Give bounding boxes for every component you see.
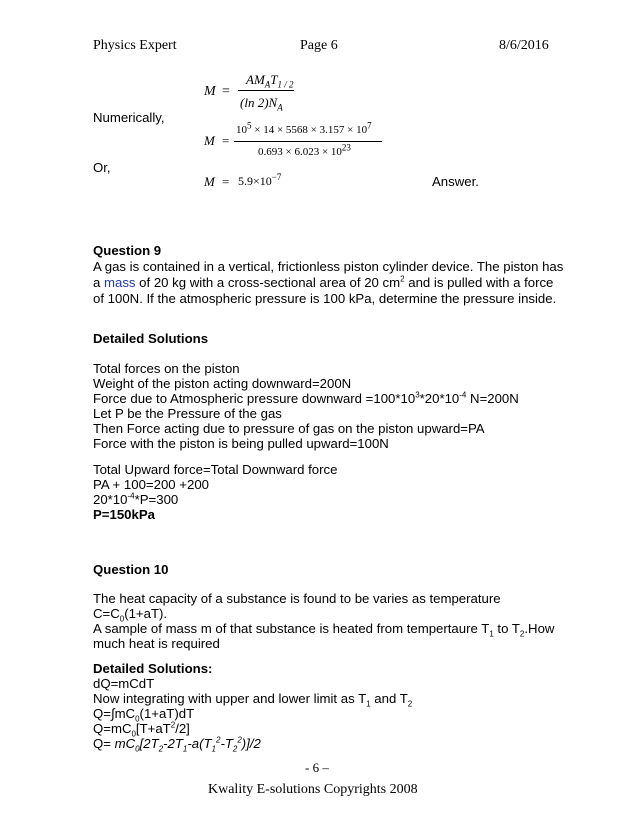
sol9-line-3: Force due to Atmospheric pressure downward $=100*10^3*20*10^{-4}$ N=200N <box>93 390 519 406</box>
q10-line-4: much heat is required <box>93 636 220 651</box>
sol10-line-1: dQ=mCdT <box>93 676 155 691</box>
answer-label: Answer. <box>432 174 479 189</box>
eq1-denominator: (ln $2)N_A$ <box>240 95 283 113</box>
eq1-fraction-bar <box>238 90 294 91</box>
header-date: 8/6/2016 <box>499 38 549 53</box>
solution-9-title: Detailed Solutions <box>93 331 209 346</box>
question-9-title: Question 9 <box>93 243 162 258</box>
sol9-line-2: Weight of the piston acting downward=200N <box>93 376 352 391</box>
eq3-rhs: $5.9\times 10^{-7}$ <box>238 172 282 188</box>
header-page: Page 6 <box>300 38 338 53</box>
sol9-line-5: Then Force acting due to pressure of gas on the piston upward=PA <box>93 421 485 436</box>
sol10-line-4: $Q=mC_0[T+aT^2/2]$ <box>93 720 190 739</box>
mass-link[interactable]: mass <box>104 275 136 290</box>
sol9-line-8: PA + 100=200 +200 <box>93 477 209 492</box>
eq2-denominator: $0.693 \times 6.023 \times 10^{23}$ <box>258 142 351 158</box>
eq2-fraction-bar <box>234 141 382 142</box>
sol9-line-7: Total Upward force=Total Downward force <box>93 462 338 477</box>
sol10-line-5: $Q= mC_0[2T_2-2T_1-a(T_1^2-T_2^2)]/2$ <box>93 735 261 754</box>
footer-page-number: - 6 – <box>305 760 329 775</box>
sol10-line-2: Now integrating with upper and lower limit as $T_1$ and $T_2$ <box>93 691 413 709</box>
solution-10-title: Detailed Solutions: <box>93 661 213 676</box>
q9-line-2: a mass of 20 kg with a cross-sectional area of 20 $cm^2$ and is pulled with a force <box>93 274 554 290</box>
eq1-lhs: M <box>204 84 216 99</box>
q9-line-1: A gas is contained in a vertical, frictionless piston cylinder device. The piston has <box>93 259 564 274</box>
question-10-title: Question 10 <box>93 562 169 577</box>
or-label: Or, <box>93 160 111 175</box>
q10-line-3: A sample of mass m of that substance is heated from tempertaure $T_1$ to $T_2.How$ <box>93 621 555 639</box>
sol9-line-4: Let P be the Pressure of the gas <box>93 406 282 421</box>
eq2-numerator: $10^5 \times 14 \times 5568 \times 3.157 \times 10^7$ <box>236 120 372 136</box>
q10-line-2: $C=C_0(1+aT)$. <box>93 606 168 624</box>
sol10-line-3: $Q=\int mC_0(1+aT)dT$ <box>93 706 195 724</box>
eq1-numerator: $AM_AT_{1 / 2}$ <box>246 72 294 90</box>
footer-copyright: Kwality E-solutions Copyrights 2008 <box>208 782 418 797</box>
eq2-equals: = <box>222 133 230 148</box>
header-left: Physics Expert <box>93 38 177 53</box>
eq1-equals: = <box>222 84 230 99</box>
eq3-lhs: M <box>204 174 215 189</box>
q9-line-3: of 100N. If the atmospheric pressure is 100 kPa, determine the pressure inside. <box>93 291 557 306</box>
q10-line-1: The heat capacity of a substance is found to be varies as temperature <box>93 591 501 606</box>
eq3-equals: = <box>222 174 230 189</box>
sol9-line-6: Force with the piston is being pulled upward=100N <box>93 436 389 451</box>
sol9-line-1: Total forces on the piston <box>93 361 240 376</box>
sol9-result: P=150kPa <box>93 507 155 522</box>
eq2-lhs: M <box>204 133 215 148</box>
numerically-label: Numerically, <box>93 110 165 125</box>
sol9-line-9: $20*10^{-4}*P=300$ <box>93 491 179 507</box>
